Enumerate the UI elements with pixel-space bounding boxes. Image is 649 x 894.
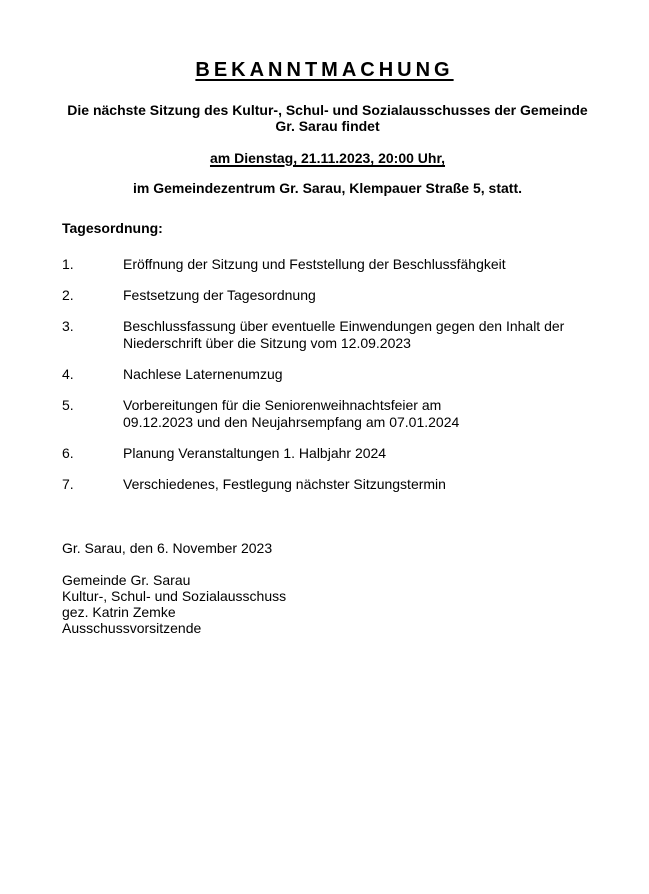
signature-committee: Kultur-, Schul- und Sozialausschuss <box>62 588 287 604</box>
agenda-item-1 <box>62 256 593 273</box>
signature-name: gez. Katrin Zemke <box>62 604 176 620</box>
signature-role: Ausschussvorsitzende <box>62 620 202 636</box>
intro-line-1: Die nächste Sitzung des Kultur-, Schul- und Sozialausschusses der Gemeinde <box>67 102 588 118</box>
agenda-item-number: 6. <box>62 445 74 461</box>
agenda-item-text <box>123 476 593 493</box>
agenda-item-line: Festsetzung der Tagesordnung <box>123 287 316 303</box>
agenda-item-text <box>123 445 593 462</box>
agenda-item-text <box>123 397 593 431</box>
agenda-item-number: 5. <box>62 397 74 413</box>
agenda-item-5 <box>62 397 593 431</box>
agenda-item-line: Nachlese Laternenumzug <box>123 366 283 382</box>
agenda-item-3 <box>62 318 593 352</box>
agenda-item-text <box>123 366 593 383</box>
signature-org: Gemeinde Gr. Sarau <box>62 572 191 588</box>
agenda-item-number: 4. <box>62 366 74 382</box>
agenda-item-number: 3. <box>62 318 74 334</box>
signature-block <box>62 572 593 636</box>
intro-line-2: Gr. Sarau findet <box>275 118 380 134</box>
agenda-item-line: Eröffnung der Sitzung und Feststellung der Beschlussfähgkeit <box>123 256 506 272</box>
agenda-list <box>62 256 593 507</box>
agenda-item-2 <box>62 287 593 304</box>
agenda-item-line: Planung Veranstaltungen 1. Halbjahr 2024 <box>123 445 387 461</box>
agenda-item-4 <box>62 366 593 383</box>
meeting-datetime-text: am Dienstag, 21.11.2023, 20:00 Uhr, <box>209 150 446 166</box>
document-title: BEKANNTMACHUNG <box>195 59 454 81</box>
agenda-item-number: 1. <box>62 256 74 272</box>
agenda-heading: Tagesordnung: <box>62 220 163 236</box>
agenda-item-text <box>123 318 593 352</box>
agenda-item-line: Niederschrift über die Sitzung vom 12.09.2023 <box>123 335 411 351</box>
meeting-location: im Gemeindezentrum Gr. Sarau, Klempauer Straße 5, statt. <box>132 180 522 196</box>
agenda-item-line: Vorbereitungen für die Seniorenweihnachtsfeier am <box>123 397 442 413</box>
agenda-item-line: 09.12.2023 und den Neujahrsempfang am 07.01.2024 <box>123 414 460 430</box>
agenda-item-line: Beschlussfassung über eventuelle Einwendungen gegen den Inhalt der <box>123 318 565 334</box>
agenda-item-7 <box>62 476 593 493</box>
agenda-item-number: 2. <box>62 287 74 303</box>
agenda-item-text <box>123 287 593 304</box>
agenda-item-line: Verschiedenes, Festlegung nächster Sitzungstermin <box>123 476 446 492</box>
agenda-item-text <box>123 256 593 273</box>
intro-paragraph <box>62 102 593 134</box>
agenda-item-6 <box>62 445 593 462</box>
agenda-item-number: 7. <box>62 476 74 492</box>
place-date-line: Gr. Sarau, den 6. November 2023 <box>62 540 273 556</box>
meeting-datetime <box>62 150 593 166</box>
